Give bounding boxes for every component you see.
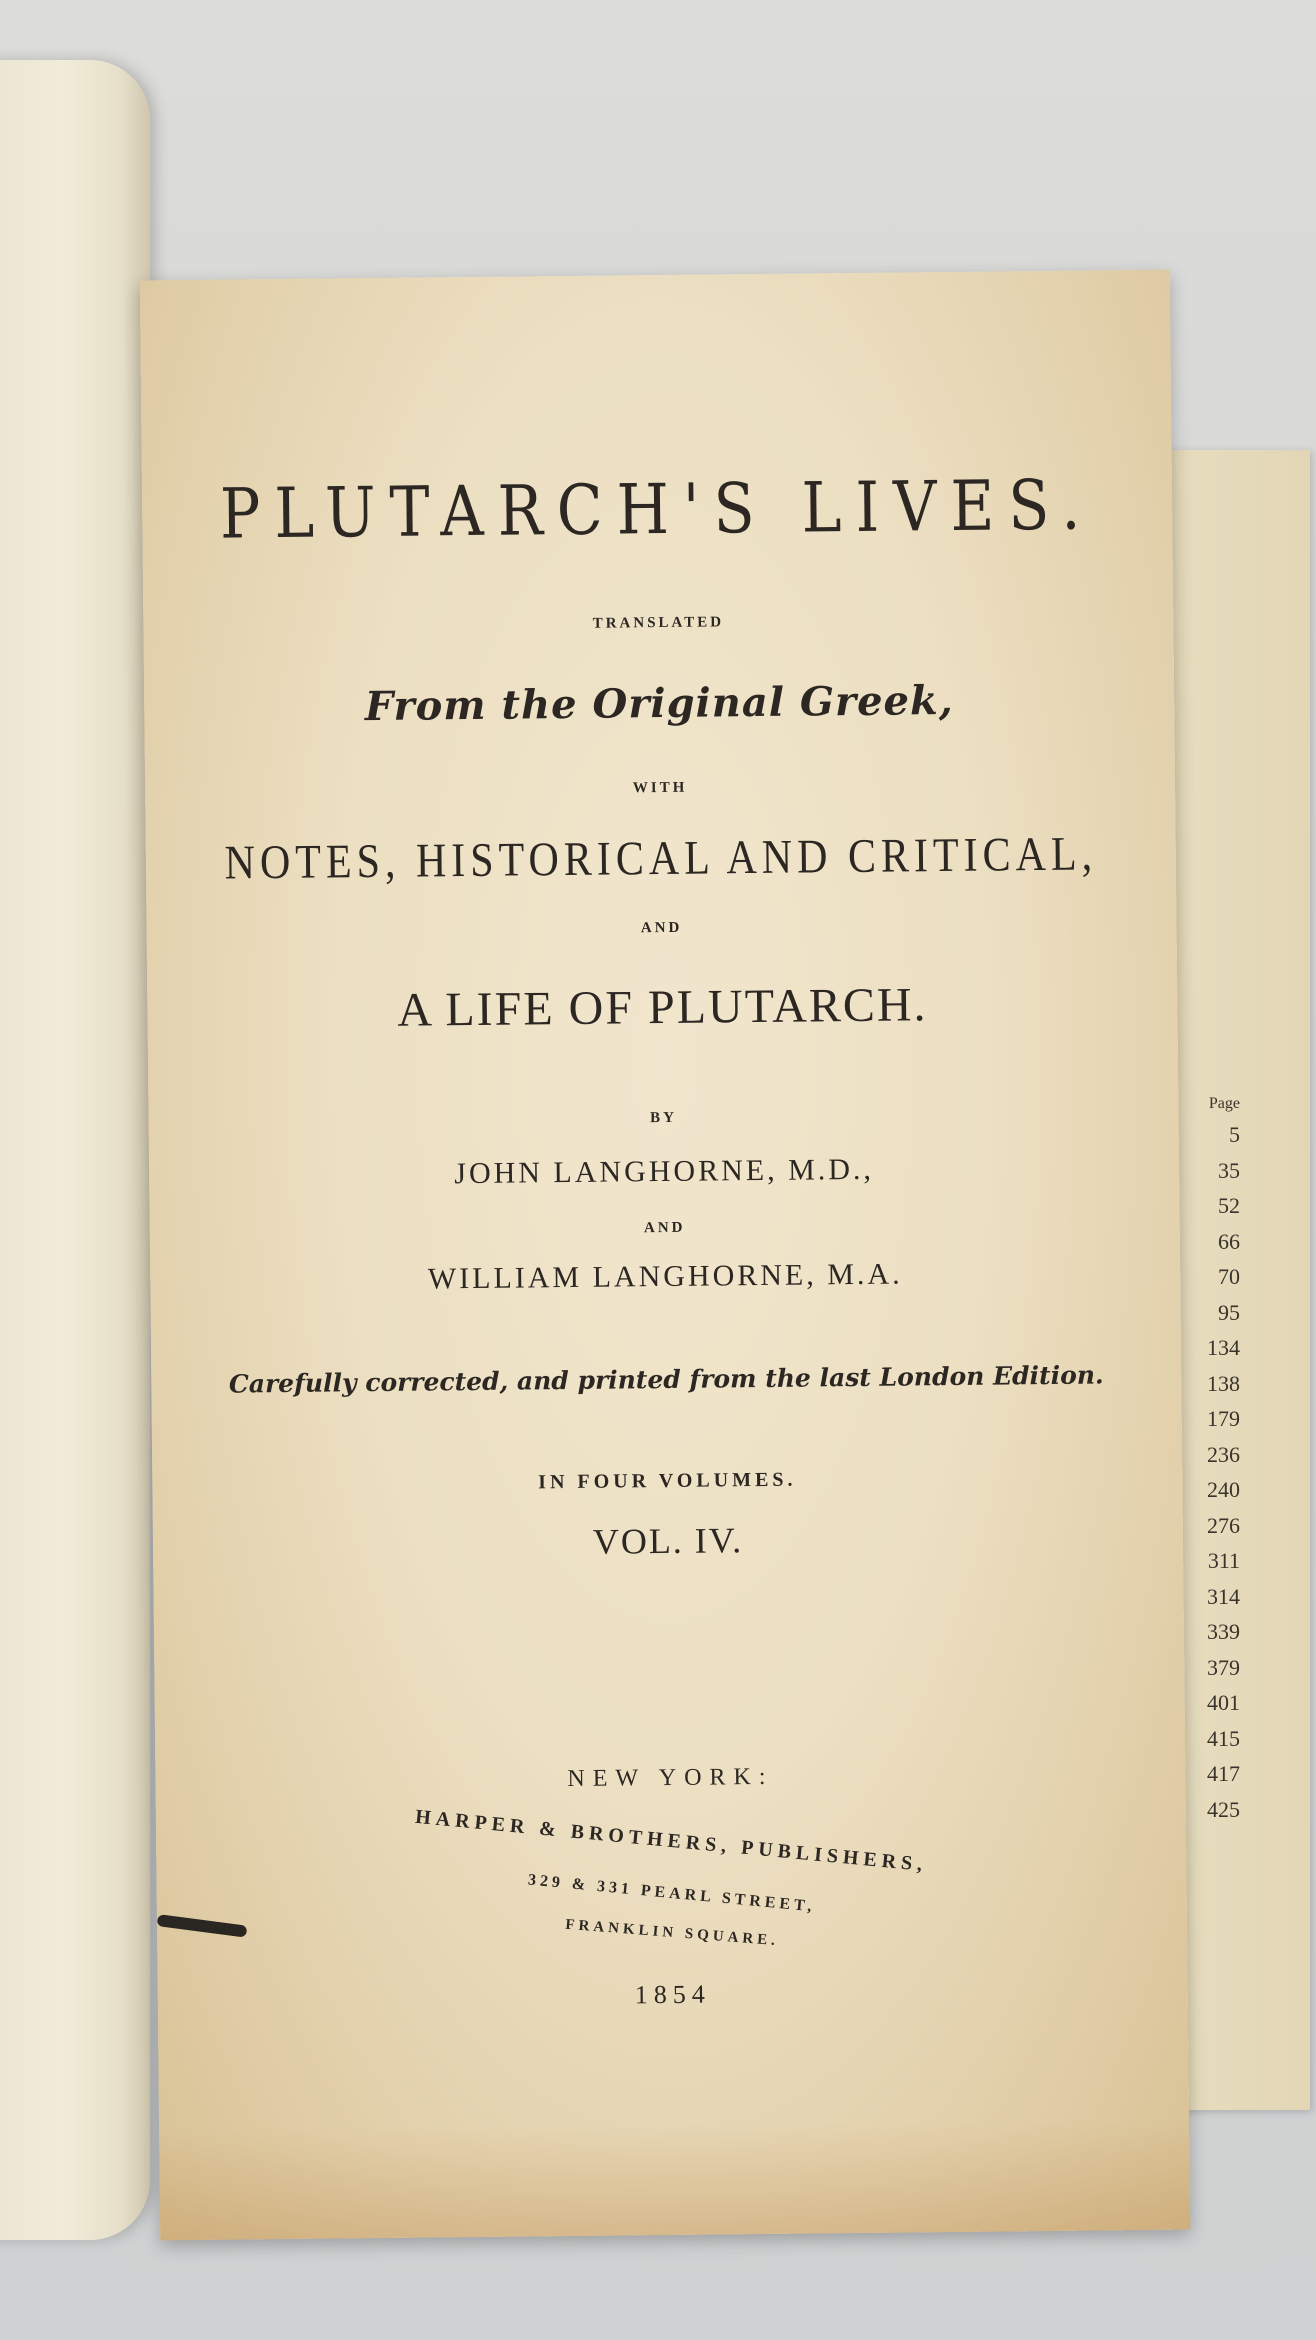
and-label-1: AND — [640, 919, 683, 937]
publisher-city: NEW YORK: — [567, 1763, 774, 1793]
facing-blank-page — [0, 60, 150, 2240]
translated-label: TRANSLATED — [592, 614, 725, 632]
and-label-2: AND — [643, 1219, 686, 1237]
title-page — [140, 270, 1190, 2241]
contents-page-number: 179 — [1207, 1406, 1240, 1431]
book-title: PLUTARCH'S LIVES. — [219, 465, 1095, 555]
author-1: JOHN LANGHORNE, M.D., — [454, 1152, 875, 1191]
contents-page-heading: Page — [1208, 1095, 1240, 1112]
contents-page-number: 236 — [1207, 1441, 1240, 1467]
contents-page-number: 417 — [1207, 1761, 1240, 1786]
title-page-text — [140, 270, 1190, 2241]
notes-line: NOTES, HISTORICAL AND CRITICAL, — [224, 828, 1098, 891]
volume-number: VOL. IV. — [592, 1520, 744, 1562]
by-label: BY — [650, 1109, 678, 1127]
contents-page-number: 425 — [1207, 1796, 1240, 1822]
life-line: A LIFE OF PLUTARCH. — [397, 978, 928, 1037]
contents-page-number: 70 — [1218, 1264, 1240, 1289]
with-label: WITH — [632, 779, 688, 797]
contents-page-number: 415 — [1207, 1725, 1240, 1751]
contents-page-number: 52 — [1218, 1193, 1240, 1218]
contents-page-number: 379 — [1207, 1654, 1240, 1680]
contents-page-number: 66 — [1218, 1228, 1240, 1254]
contents-page-number: 35 — [1218, 1157, 1240, 1183]
contents-page-number: 339 — [1207, 1619, 1240, 1644]
contents-page-number: 276 — [1207, 1512, 1240, 1538]
contents-page-number: 240 — [1207, 1477, 1240, 1502]
publisher-square: FRANKLIN SQUARE. — [564, 1916, 780, 1950]
contents-page-number: 401 — [1207, 1690, 1240, 1715]
publisher-name: HARPER & BROTHERS, PUBLISHERS, — [414, 1805, 929, 1877]
edition-note: Carefully corrected, and printed from the last London Edition. — [228, 1360, 1104, 1399]
volumes-line: IN FOUR VOLUMES. — [538, 1468, 797, 1494]
publication-year: 1854 — [634, 1979, 711, 2010]
author-2: WILLIAM LANGHORNE, M.A. — [427, 1257, 903, 1296]
contents-page-number: 138 — [1207, 1370, 1240, 1396]
publisher-street: 329 & 331 PEARL STREET, — [527, 1871, 817, 1916]
contents-page-number: 5 — [1229, 1122, 1240, 1147]
contents-page-number: 314 — [1207, 1583, 1240, 1609]
contents-page-number: 311 — [1207, 1548, 1240, 1573]
contents-page-number: 134 — [1207, 1335, 1240, 1360]
contents-page-number: 95 — [1218, 1299, 1240, 1325]
from-greek-line: From the Original Greek, — [364, 676, 954, 731]
